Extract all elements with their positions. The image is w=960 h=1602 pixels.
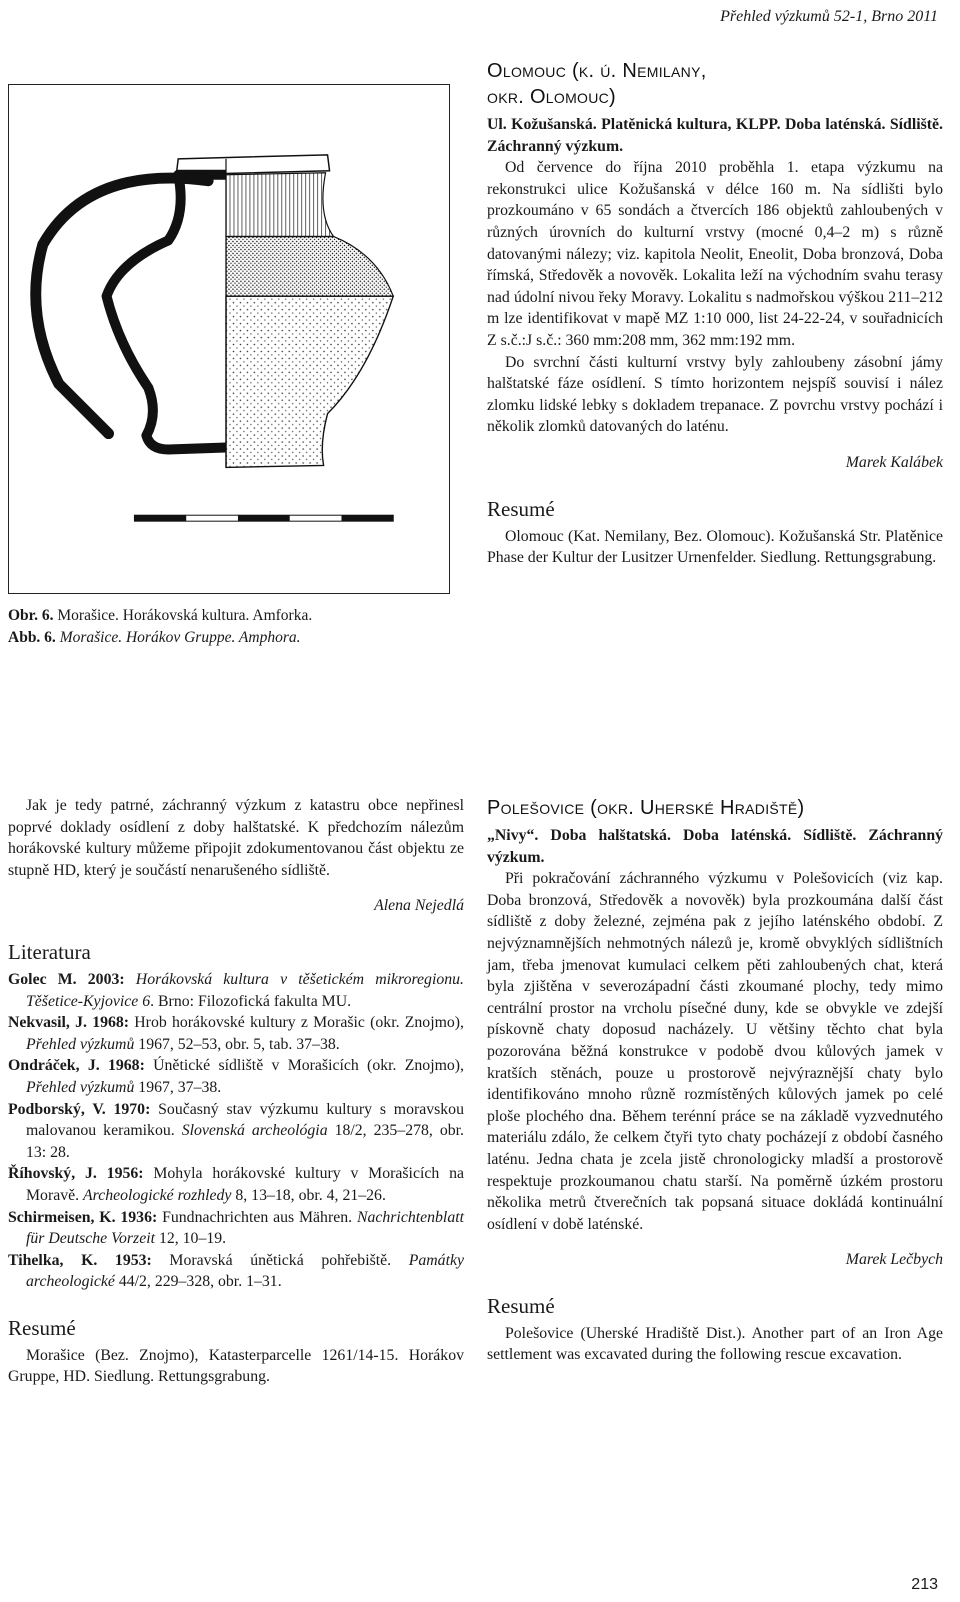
caption-de-label: Abb. 6. [8, 629, 56, 646]
polesovice-para: Při pokračování záchranného výzkumu v Polešovicích (viz kap. Doba bronzová, Středověk a novověk) byla prozkoumána další část sídliště z doby železné, zejména pak z jejího laténského období. Z nejvýznamnějších nehmotných nálezů je, kromě obvyklých sídlištních jam, třeba jmenovat kumulaci celkem pěti zahloubených chat, která byla zjištěna v severozápadní části zkoumané plochy, tedy mimo centrální prostor na vrcholu písečné duny, kde se obvykle ve zdejší pískovně chaty doposud nacházely. U většiny těchto chat byla pozorována běžná konstrukce v podobě dvou kůlových jamek v kratších stěnách, pouze u prostorově nejvýraznější chaty bylo identifikováno mnoho různě rozmístěných kůlových jamek po celé ploše plochého dna. Během terénní práce se na základě vyzvednutého materiálu zdálo, že celkem čtyři tyto chaty pocházejí z období časného laténu. Jedna chata je zcela jistě chronologicky mladší a prostorově respektuje prozkoumanou chatu starší. Na poměrně úzkém prostoru několika metrů čtverečních tak popsaná situace dokládá kontinuální osídlení v době laténské. [487, 870, 943, 1233]
olomouc-title-line1: Olomouc (k. ú. Nemilany, [487, 60, 707, 82]
caption-cz-label: Obr. 6. [8, 607, 54, 624]
morasice-author: Alena Nejedlá [374, 897, 464, 915]
scale-bar [134, 515, 393, 521]
polesovice-subtitle: „Nivy“. Doba halštatská. Doba laténská. Sídliště. Záchranný výzkum. [487, 827, 943, 866]
polesovice-resume-text: Polešovice (Uherské Hradiště Dist.). Another part of an Iron Age settlement was excavated during the following rescue excavation. [487, 1324, 943, 1364]
olomouc-title-line2: okr. Olomouc) [487, 86, 617, 108]
amphora-drawing [9, 85, 449, 593]
olomouc-title [487, 58, 943, 110]
olomouc-section [487, 58, 943, 569]
figure-caption [8, 605, 312, 649]
caption-cz-text: Morašice. Horákovská kultura. Amforka. [53, 607, 313, 624]
polesovice-resume-heading: Resumé [487, 1293, 555, 1318]
olomouc-resume-heading: Resumé [487, 496, 555, 521]
olomouc-author: Marek Kalábek [845, 453, 943, 471]
olomouc-subtitle: Ul. Kožušanská. Platěnická kultura, KLPP. Doba laténská. Sídliště. Záchranný výzkum. [487, 116, 943, 155]
olomouc-resume-text: Olomouc (Kat. Nemilany, Bez. Olomouc). Kožušanská Str. Platěnice Phase der Kultur der Lusitzer Urnenfelder. Siedlung. Rettungsgrabung. [487, 527, 943, 567]
polesovice-author: Marek Lečbych [845, 1251, 943, 1269]
olomouc-para2: Do svrchní části kulturní vrstvy byly zahloubeny zásobní jámy halštatské fáze osídlení. S tímto horizontem nejspíš souvisí i nález zlomku lidské lebky s dokladem trepanace. Z povrchu vrstvy pochází i několik zlomků datovaných do laténu. [487, 353, 943, 436]
polesovice-title: Polešovice (okr. Uherské Hradiště) [487, 797, 805, 819]
caption-de-text: Morašice. Horákov Gruppe. Amphora. [55, 629, 301, 646]
polesovice-section [487, 795, 943, 1366]
reference-list [8, 969, 464, 1293]
olomouc-para1: Od července do října 2010 proběhla 1. etapa výzkumu na rekonstrukci ulice Kožušanská v délce 160 m. Na sídlišti bylo prozkoumáno v 65 sondách a čtvercích 186 objektů zahloubených v různých úrovních do kulturní vrstvy (mocné 0,4–2 m) s různě datovanými nálezy; viz. kapitola Neolit, Eneolit, Doba bronzová, Doba římská, Středověk a novověk. Lokalita leží na východním svahu terasy nad údolní nivou řeky Moravy. Lokalitu s nadmořskou výškou 211–212 m lze identifikovat v mapě MZ 1:10 000, list 24-22-24, v souřadnicích Z s.č.:J s.č.: 360 mm:208 mm, 362 mm:192 mm. [487, 159, 943, 349]
morasice-resume-heading: Resumé [8, 1315, 76, 1340]
running-head: Přehled výzkumů 52-1, Brno 2011 [720, 8, 938, 25]
reference-item: Schirmeisen, K. 1936: Fundnachrichten aus Mähren. Nachrichtenblatt für Deutsche Vorzeit 12, 10–19. [8, 1208, 464, 1248]
reference-item: Říhovský, J. 1956: Mohyla horákovské kultury v Morašicích na Moravě. Archeologické rozhledy 8, 13–18, obr. 4, 21–26. [8, 1165, 464, 1204]
reference-item: Golec M. 2003: Horákovská kultura v těšetickém mikroregionu. Těšetice-Kyjovice 6. Brno: Filozofická fakulta MU. [8, 970, 464, 1010]
reference-item: Nekvasil, J. 1968: Hrob horákovské kultury z Morašic (okr. Znojmo), Přehled výzkumů 1967, 52–53, obr. 5, tab. 37–38. [8, 1014, 464, 1053]
morasice-para: Jak je tedy patrné, záchranný výzkum z katastru obce nepřinesl poprvé doklady osídlení z doby halštatské. K předchozím nálezům horákovské kultury můžeme připojit zdokumentovanou část objektu ze stupně HD, který je součástí nenarušeného sídliště. [8, 797, 464, 879]
reference-item: Podborský, V. 1970: Současný stav výzkumu kultury s moravskou malovanou keramikou. Slovenská archeológia 18/2, 235–278, obr. 13: 28. [8, 1100, 464, 1161]
page-number: 213 [911, 1576, 938, 1593]
reference-item: Tihelka, K. 1953: Moravská únětická pohřebiště. Památky archeologické 44/2, 229–328, obr. 1–31. [8, 1251, 464, 1291]
figure-amphora [8, 84, 450, 594]
morasice-resume-text: Morašice (Bez. Znojmo), Katasterparcelle 1261/14-15. Horákov Gruppe, HD. Siedlung. Rettungsgrabung. [8, 1346, 464, 1386]
reference-item: Ondráček, J. 1968: Únětické sídliště v Morašicích (okr. Znojmo), Přehled výzkumů 1967, 37–38. [8, 1057, 464, 1096]
morasice-section [8, 795, 464, 1388]
literature-heading: Literatura [8, 939, 91, 964]
